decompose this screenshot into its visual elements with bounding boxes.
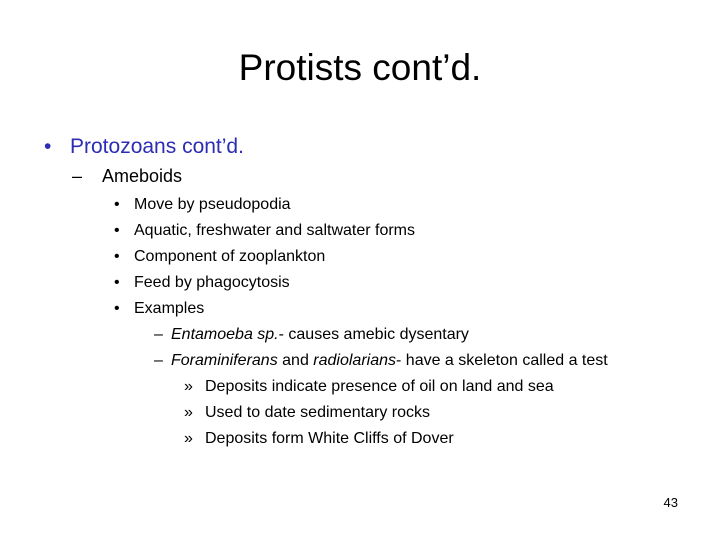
- bullet-marker: •: [114, 248, 120, 265]
- detail-text: Used to date sedimentary rocks: [205, 404, 430, 421]
- bullet-text: Protozoans cont’d.: [70, 135, 244, 158]
- bullet-marker: •: [114, 222, 120, 239]
- conjunction: and: [277, 352, 314, 369]
- chevron-marker: »: [184, 430, 193, 447]
- chevron-marker: »: [184, 378, 193, 395]
- slide-title: Protists cont’d.: [238, 47, 482, 88]
- group-name: radiolarians: [313, 352, 397, 369]
- list-item-text: Examples: [134, 300, 205, 317]
- list-item-text: Move by pseudopodia: [134, 196, 291, 213]
- bullet-marker: •: [114, 196, 120, 213]
- list-item-text: Feed by phagocytosis: [134, 274, 290, 291]
- page-number: 43: [663, 495, 678, 510]
- example-description: - have a skeleton called a test: [396, 352, 608, 369]
- dash-marker: –: [154, 326, 163, 343]
- bullet-marker: •: [114, 300, 120, 317]
- detail-text: Deposits indicate presence of oil on land and sea: [205, 378, 554, 395]
- chevron-marker: »: [184, 404, 193, 421]
- example-text: [171, 351, 608, 371]
- dash-marker: –: [72, 166, 83, 186]
- example-description: - causes amebic dysentary: [278, 326, 469, 343]
- list-item-text: Aquatic, freshwater and saltwater forms: [134, 222, 416, 239]
- species-name: Entamoeba sp.: [171, 326, 279, 343]
- dash-marker: –: [154, 352, 163, 369]
- group-name: Foraminiferans: [171, 352, 278, 369]
- detail-text: Deposits form White Cliffs of Dover: [205, 430, 454, 447]
- bullet-marker: •: [114, 274, 120, 291]
- subbullet-text: Ameboids: [102, 166, 183, 186]
- bullet-marker: •: [44, 135, 52, 158]
- example-text: [171, 325, 469, 345]
- list-item-text: Component of zooplankton: [134, 248, 326, 265]
